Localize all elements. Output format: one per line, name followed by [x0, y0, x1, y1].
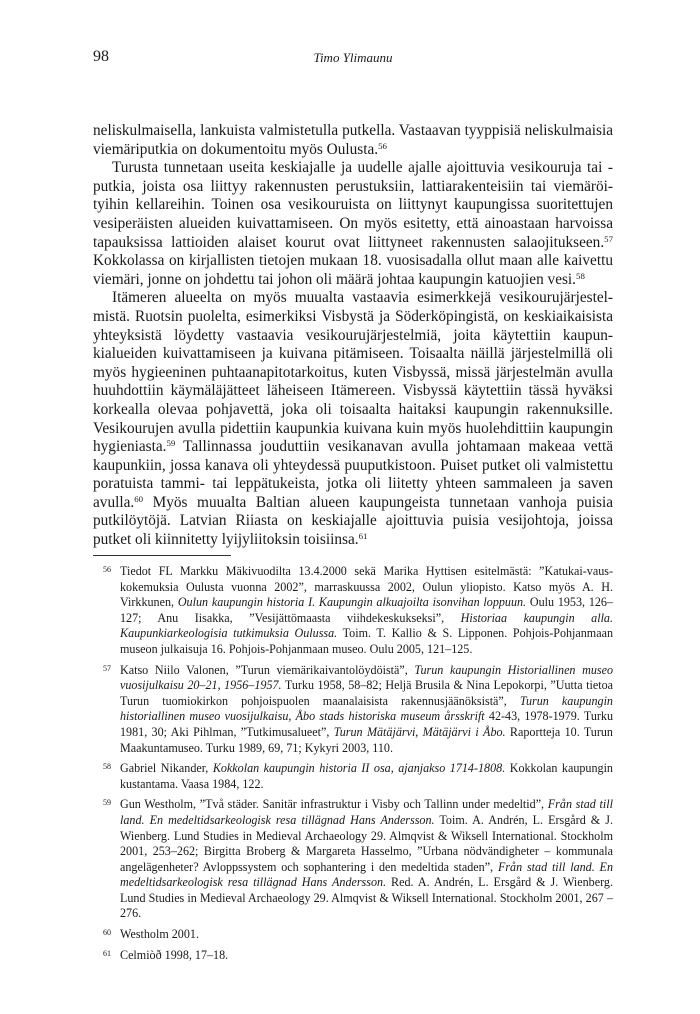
footnote-number: 57 — [103, 663, 111, 673]
footnote-text: Turku 1958, 58–82; Heljä Brusila & Nina Lepokorpi, ”Uutta tietoa Turun tuomiokirkon pohjoispuolen maanalaisista rakennusjäänöksistä”, — [120, 678, 613, 708]
footnote-text: 42-43, 1978-1979. Turku 1981, 30; Aki Pihlman, ”Tutkimusalueet”, — [120, 709, 613, 739]
footnotes — [93, 564, 613, 968]
footnote-58 — [93, 761, 613, 792]
footnote-text: Gabriel Nikander, — [120, 761, 213, 776]
text-run: Tallinnassa jouduttiin vesikanavan avulla johtamaan makeaa vettä kaupunkiin, jossa kanava oli yhteydessä puuputkistoon. Puiset putket oli valmistettu poratuista tammi- tai leppätukeista, jotka oli liitetty yhteen sammaleen ja saven avulla. — [93, 438, 613, 511]
footnote-text: Raportteja 10. Turun Maakuntamuseo. Turku 1989, 69, 71; Kykyri 2003, 110. — [120, 724, 613, 755]
footnote-ref: 56 — [378, 140, 387, 151]
footnote-text: Westholm 2001. — [120, 927, 199, 942]
page-header — [93, 48, 613, 68]
text-run: neliskulmaisella, lankuista valmistetulla putkella. Vastaavan tyyppisiä neliskulmaisia viemäriputkia on dokumentoitu myös Oulusta. — [93, 122, 613, 158]
footnote-60 — [93, 927, 613, 943]
footnote-56 — [93, 564, 613, 658]
paragraph-1 — [93, 122, 613, 159]
footnote-title: Oulun kaupungin historia I. Kaupungin alkuajoilta isonvihan loppuun. — [177, 595, 527, 610]
footnote-title: Turun Mätäjärvi, Mätäjärvi i Åbo. — [333, 724, 506, 739]
footnote-text: Katso Niilo Valonen, ”Turun viemärikaivantolöydöistä”, — [120, 662, 415, 677]
footnote-ref: 58 — [576, 270, 585, 281]
footnote-ref: 57 — [604, 233, 613, 244]
text-run: Itämeren alueelta on myös muualta vastaavia esimerkkejä vesikourujärjestelmistä. Ruotsin puolelta, esimerkiksi Visbystä ja Söderköpingistä, on keskiaikaisista yhteyksistä löydetty vastaavia vesikourujärjestelmiä, joita käytettiin kaupunkialueiden kuivattamiseen ja kuivana pitämiseen. Toisaalta näillä järjestelmillä oli myös hygieeninen puhtaanapitotarkoitus, kuten Visbyssä, missä järjestelmän avulla huuhdottiin käymäläjätteet läheiseen Itämereen. Visbyssä käytettiin tässä hyväksi korkealla olevaa pohjavettä, joka oli toisaalta haitaksi kaupungin rakennuksille. Vesikourujen avulla pidettiin kaupunkia kuivana kuin myös huolehdittiin kaupungin hygieniasta. — [93, 289, 613, 456]
footnote-text: Celmiòð 1998, 17–18. — [120, 947, 229, 962]
footnote-text: Gun Westholm, ”Två städer. Sanitär infrastruktur i Visby och Tallinn under medeltid”, — [120, 797, 548, 812]
footnote-ref: 59 — [166, 438, 176, 449]
footnote-text: Toim. A. Andrén, L. Ersgård & J. Wienberg. Lund Studies in Medieval Archaeology 29. Almqvist & Wiksell International. Stockholm 2001, 253–262; Birgitta Broberg & Margareta Hasselmo, ”Urbana nödvändigheter – kommunala angelägenheter? Avloppssystem och sophantering i den medeltida staden”, — [120, 812, 613, 874]
paragraph-3 — [93, 289, 613, 549]
footnote-text: Kokkolan kaupungin kustantama. Vaasa 1984, 122. — [120, 761, 613, 791]
text-run: Kokkolassa on kirjallisten tietojen mukaan 18. vuosisadalla ollut maan alle kaivettu viemäri, jonne on johdettu tai johon oli määrä johtaa kaupungin katuojien vesi. — [93, 252, 613, 288]
body-text — [93, 122, 613, 550]
page-number: 98 — [93, 48, 109, 65]
paragraph-2 — [93, 159, 613, 289]
running-head: Timo Ylimaunu — [313, 50, 393, 65]
footnote-title: Kokkolan kaupungin historia II osa, ajanjakso 1714-1808. — [212, 761, 506, 776]
footnote-number: 58 — [103, 762, 111, 772]
footnote-text: Toim. T. Kallio & S. Lipponen. Pohjois-Pohjanmaan museon julkaisuja 16. Pohjois-Pohjanmaan museo. Oulu 2005, 121–125. — [120, 626, 613, 656]
footnote-title: Från stad till land. En medeltidsarkeologisk resa tillägnad Hans Andersson. — [120, 859, 613, 890]
footnote-number: 61 — [103, 948, 111, 958]
footnote-ref: 60 — [134, 494, 144, 504]
footnote-text: Oulu 1953, 126–127; Anu Iisakka, ”Vesijättömaasta viihdekeskukseksi”, — [120, 595, 614, 625]
footnote-61 — [93, 948, 613, 964]
footnote-57 — [93, 663, 613, 757]
footnote-59 — [93, 797, 613, 922]
footnote-number: 56 — [103, 565, 111, 574]
footnote-title: Turun kaupungin Historiallinen museo vuosijulkaisu 20–21, 1956–1957. — [120, 662, 614, 693]
footnote-title: Turun kaupungin historiallinen museo vuosijulkaisu, Åbo stads historiska museum årsskrift — [120, 693, 613, 724]
text-run: Myös muualta Baltian alueen kaupungeista tunnetaan vanhoja puisia putkilöytöjä. Latvian Riiasta on keskiajalle ajoittuvia puisia vesijohtoja, joissa putket oli kiinnitetty lyijyliitoksin toisiinsa. — [93, 493, 613, 549]
footnote-divider — [93, 555, 231, 556]
footnote-text: Tiedot FL Markku Mäkivuodilta 13.4.2000 sekä Marika Hyttisen esitelmästä: ”Katukai-vauskokemuksia Oulusta vuonna 2002”, marraskuussa 2002, Oulun yliopisto. Katso myös A. H. Virkkunen, — [120, 564, 613, 610]
text-run: Turusta tunnetaan useita keskiajalle ja uudelle ajalle ajoittuvia vesikouruja tai -putkia, joista osa liittyy rakennusten perustuksiin, lattiarakenteisiin tai viemäröityihin kellareihin. Toinen osa vesikouruista on liittynyt kaupungissa suoritettujen vesiperäisten alueiden kuivattamiseen. On myös esitetty, että ainoastaan harvoissa tapauksissa lattioiden alaiset kourut ovat liittyneet rakennusten salaojitukseen. — [93, 159, 613, 251]
footnote-text: Red. A. Andrén, L. Ersgård & J. Wienberg. Lund Studies in Medieval Archaeology 29. Almqvist & Wiksell International. Stockholm 2001, 267 – 276. — [120, 875, 613, 921]
footnote-ref: 61 — [358, 531, 368, 542]
footnote-number: 60 — [103, 928, 111, 938]
footnote-title: Från stad till land. En medeltidsarkeologisk resa tillägnad Hans Andersson. — [120, 797, 613, 827]
footnote-number: 59 — [103, 798, 111, 808]
footnote-title: Historiaa kaupungin alla. Kaupunkiarkeologisia tutkimuksia Oulussa. — [120, 610, 613, 641]
